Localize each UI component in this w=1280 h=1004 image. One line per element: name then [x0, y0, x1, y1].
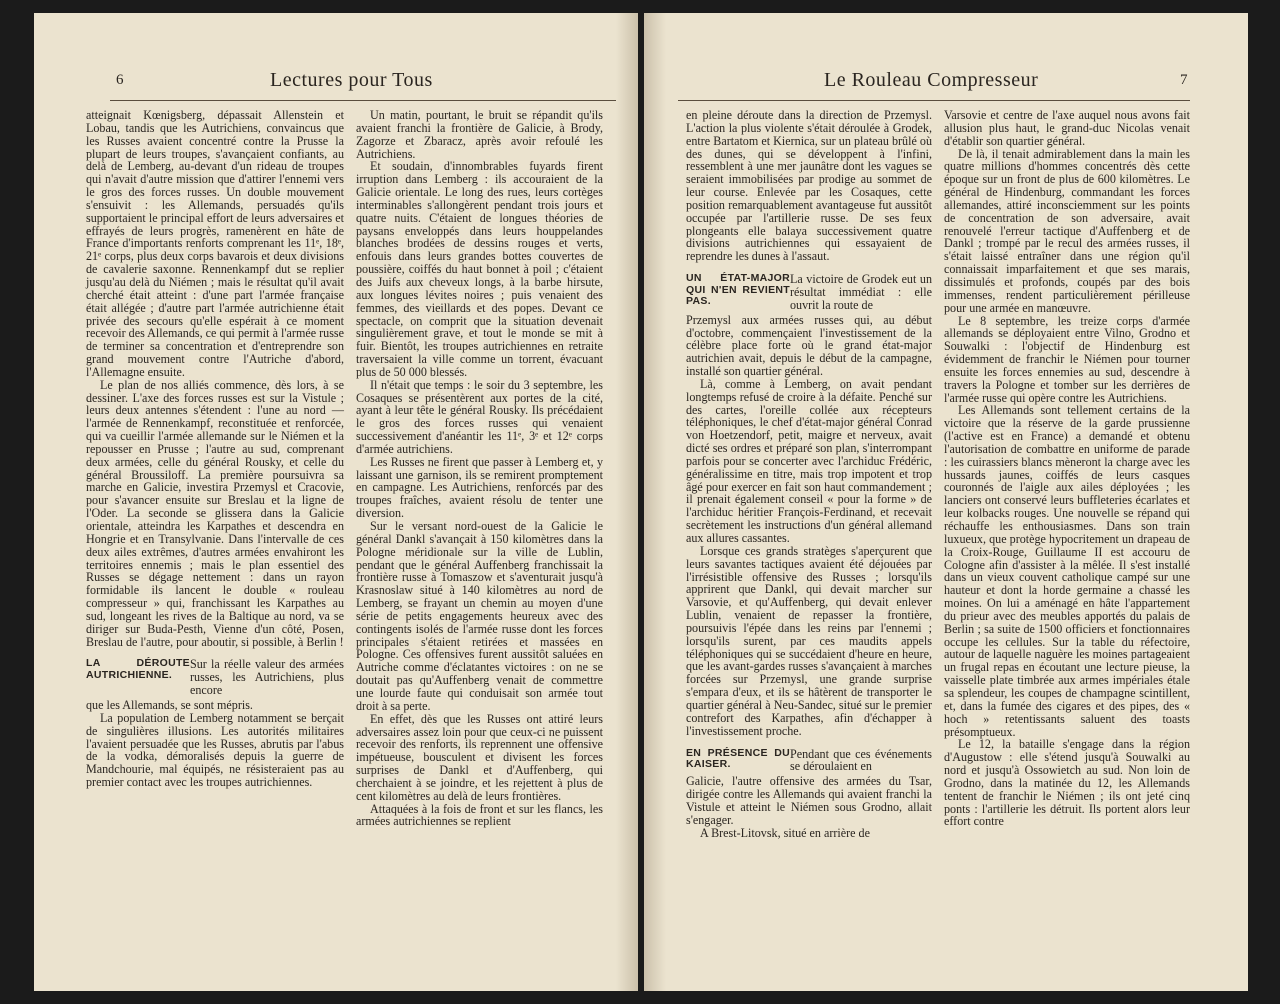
page-number: 7 — [1180, 72, 1188, 88]
section-subhead: UN ÉTAT-MAJOR QUI N'EN REVIENT PAS. — [686, 272, 790, 308]
paragraph: Attaquées à la fois de front et sur les flancs, les armées autrichiennes se replient — [356, 801, 603, 829]
paragraph: Les Russes ne firent que passer à Lemberg et, y laissant une garnison, ils se remirent promptement en campagne. Les Autrichiens, renforcés par des troupes fraîches, avaient résolu de tenter une diversion. — [356, 454, 603, 521]
section-subhead-block — [86, 658, 344, 697]
gutter-shadow — [644, 13, 666, 991]
text-column-1 — [686, 109, 932, 839]
paragraph: A Brest-Litovsk, situé en arrière de — [700, 825, 870, 840]
paragraph: La population de Lemberg notamment se berçait de singulières illusions. Les autorités militaires l'avaient persuadée que les Russes, abrutis par l'abus de la vodka, démoralisés depuis la guerre de Mandchourie, mal équipés, ne résisteraient pas au premier contact avec les troupes autrichiennes. — [86, 710, 344, 790]
subhead-run-in-text: Pendant que ces événements se déroulaient en — [790, 746, 932, 774]
paragraph: En effet, dès que les Russes ont attiré leurs adversaires assez loin pour que ceux-ci ne puissent recevoir des renforts, ils reprennent une offensive impétueuse, bousculent et divisent les forces surprises de Dankl et d'Auffenberg, qui cherchaient à se joindre, et les rejettent à plus de cent kilomètres au delà de leurs frontières. — [356, 711, 603, 803]
running-title: Lectures pour Tous — [270, 69, 433, 91]
text-column-1 — [86, 109, 344, 789]
section-subhead-block — [686, 748, 932, 774]
paragraph: Le plan de nos alliés commence, dès lors, à se dessiner. L'axe des forces russes est sur la Vistule ; leurs deux antennes s'étendent : l'une au nord — l'armée de Rennenkampf, reconstituée et renforcée, qui va cueillir l'armée allemande sur le Niémen et la repousser en Prusse ; l'autre au sud, comprenant deux armées, celle du général Rousky, et celle du général Broussiloff. La première poursuivra sa marche en Galicie, investira Przemysl et Cracovie, pour s'avancer ensuite sur Breslau et la ligne de l'Oder. La seconde se glissera dans la Galicie orientale, atteindra les Karpathes et descendra en Hongrie et en Transylvanie. Dans l'intervalle de ces deux ailes extrêmes, d'autres armées envahiront les territoires ennemis ; mais le plan essentiel des Russes se dégage nettement : dans un rayon formidable ils lancent le double « rouleau compresseur » qui, franchissant les Karpathes au sud, longeant les rives de la Baltique au nord, va se diriger sur Buda-Pesth, Vienne d'un côté, Posen, Breslau de l'autre, pour aboutir, si possible, à Berlin ! — [86, 377, 344, 649]
running-title: Le Rouleau Compresseur — [824, 69, 1039, 91]
paragraph: Sur le versant nord-ouest de la Galicie le général Dankl s'avançait à 150 kilomètres dans la Pologne méridionale sur la ville de Lublin, pendant que le général Auffenberg franchissait la frontière russe à Tomaszow et s'aventurait jusqu'à Krasnoslaw situé à 140 kilomètres au nord de Lemberg, se frayant un chemin au moyen d'une série de petits engagements heureux avec des contingents isolés de l'armée russe dont les forces principales s'étaient retirées et massées en Pologne. Ces offensives furent aussitôt saluées en Autriche comme d'éclatantes victoires : on ne se doutait pas qu'Auffenberg venait de commettre une lourde faute qui conduisait son armée tout droit à sa perte. — [356, 519, 603, 713]
gutter-shadow — [616, 13, 638, 991]
section-subhead: EN PRÉSENCE DU KAISER. — [686, 746, 790, 770]
text-column-2 — [356, 109, 603, 828]
paragraph: De là, il tenait admirablement dans la main les quatre millions d'hommes concentrés dès cette époque sur un front de plus de 600 kilomètres. Le général de Hindenburg, commandant les forces allemandes, attiré inconsciemment sur les points de concentration de son adversaire, avait renouvelé l'erreur tactique d'Auffenberg et de Dankl ; trompé par le recul des armées russes, il s'était laissé entraîner dans une région qu'il connaissait imparfaitement et que ses marais, dissimulés et profonds, coupés par des bois immenses, rendent particulièrement périlleuse pour une armée en manœuvre. — [944, 146, 1190, 315]
page-header — [644, 69, 1248, 99]
paragraph: atteignait Kœnigsberg, dépassait Allenstein et Lobau, tandis que les Autrichiens, convaincus que les Russes avaient concentré contre la Prusse la plupart de leurs troupes, s'avançaient confiants, au delà de Lemberg, au-devant d'un rideau de troupes qui n'avait d'autre mission que d'attirer l'ennemi vers le gros des forces russes. Un double mouvement s'ensuivit : les Allemands, persuadés qu'ils supportaient le principal effort de leurs adversaires et effrayés de leurs progrès, ramenèrent en hâte de France d'importants renforts comprenant les 11ᵉ, 18ᵉ, 21ᵉ corps, plus deux corps bavarois et deux divisions de cavalerie saxonne. Rennenkampf dut se replier jusqu'au delà du Niémen ; mais le résultat qu'il avait cherché était atteint : d'une part l'armée française était allégée ; d'autre part l'armée autrichienne était privée des secours qu'elle espérait à ce moment recevoir des Allemands, ce qui permit à l'armée russe de terminer sa concentration et d'entreprendre son grand mouvement contre l'Autriche d'abord, l'Allemagne ensuite. — [86, 108, 344, 379]
subhead-run-in-text: Sur la réelle valeur des armées russes, les Autrichiens, plus encore — [190, 657, 344, 698]
header-rule — [110, 100, 616, 101]
section-subhead-block — [686, 273, 932, 312]
paragraph: Lorsque ces grands stratèges s'aperçurent que leurs savantes tactiques avaient été déjouées par l'irrésistible offensive des Russes ; lorsqu'ils apprirent que Dankl, qui devait marcher sur Varsovie, et qu'Auffenberg, qui devait enlever Lublin, venaient de repasser la frontière, poursuivis l'épée dans les reins par l'ennemi ; lorsqu'ils surent, par ces maudits appels téléphoniques qui se succédaient d'heure en heure, que les avant-gardes russes s'avançaient à marches forcées sur Przemysl, une grande surprise s'empara d'eux, et ils se hâtèrent de transporter le quartier général à Neu-Sandec, situé sur le premier contrefort des Karpathes, afin d'échapper à l'investissement proche. — [686, 543, 932, 738]
paragraph: que les Allemands, se sont mépris. — [86, 697, 253, 712]
paragraph: Varsovie et centre de l'axe auquel nous avons fait allusion plus haut, le grand-duc Nicolas venait d'établir son quartier général. — [944, 108, 1190, 148]
text-column-2 — [944, 109, 1190, 828]
paragraph: Là, comme à Lemberg, on avait pendant longtemps refusé de croire à la défaite. Penché sur des cartes, l'oreille collée aux récepteurs téléphoniques, le chef d'état-major général Conrad von Hoetzendorf, petit, maigre et nerveux, avait dicté ses ordres et préparé son plan, s'interrompant parfois pour se concerter avec l'archiduc Frédéric, généralissime en titre, mais trop impotent et trop âgé pour exercer en fait son haut commandement ; il prenait également conseil « pour la forme » de l'archiduc héritier François-Ferdinand, et recevait secrètement les instructions d'un général allemand aux allures cassantes. — [686, 376, 932, 545]
paragraph: Un matin, pourtant, le bruit se répandit qu'ils avaient franchi la frontière de Galicie, à Brody, Zagorze et Zbaracz, après avoir refoulé les Autrichiens. — [356, 108, 603, 161]
paragraph: Przemysl aux armées russes qui, au début d'octobre, commençaient l'investissement de la célèbre place forte où le grand état-major autrichien avait, depuis le début de la campagne, installé son quartier général. — [686, 312, 932, 379]
section-subhead: LA DÉROUTE AUTRICHIENNE. — [86, 657, 190, 681]
page-number: 6 — [116, 72, 124, 88]
paragraph: en pleine déroute dans la direction de Przemysl. L'action la plus violente s'était déroulée à Grodek, entre Bartatom et Kiernica, sur un plateau brûlé où des dunes, qui se développent à l'infini, ressemblent à une mer jaunâtre dont les vagues se seraient immobilisées par prodige au sommet de leur course. Enlevée par les Cosaques, cette position remarquablement avantageuse fut aussitôt occupée par l'artillerie russe. De ses feux plongeants elle balaya successivement quatre divisions autrichiennes qui essayaient de reprendre les dunes à l'assaut. — [686, 108, 932, 264]
right-page — [644, 13, 1248, 991]
paragraph: Le 12, la bataille s'engage dans la région d'Augustow : elle s'étend jusqu'à Souwalki au nord et jusqu'à Ossowietch au sud. Non loin de Grodno, dans la matinée du 12, les Allemands tentent de franchir le Niémen ; ils ont jeté cinq ponts : l'artillerie les détruit. Ils portent alors leur effort contre — [944, 737, 1190, 829]
subhead-run-in-text: La victoire de Grodek eut un résultat immédiat : elle ouvrit la route de — [790, 272, 932, 312]
paragraph: Il n'était que temps : le soir du 3 septembre, les Cosaques se présentèrent aux portes de la cité, ayant à leur tête le général Rousky. Ils précédaient le gros des forces russes qui venaient successivement d'anéantir les 11ᵉ, 3ᵉ et 12ᵉ corps d'armée autrichiens. — [356, 377, 603, 456]
paragraph: Et soudain, d'innombrables fuyards firent irruption dans Lemberg : ils accouraient de la Galicie orientale. Le long des rues, leurs cortèges interminables s'allongèrent pendant trois jours et quatre nuits. C'étaient de longues théories de paysans enveloppés dans leurs houppelandes blanches brodées de dessins rouges et verts, enfouis dans leurs grandes bottes couvertes de poussière, coiffés du haut bonnet à poil ; c'étaient des Juifs aux cheveux longs, à la barbe hirsute, aux longues lévites noires ; puis venaient des femmes, des vieillards et des popes. Devant ce spectacle, on comprit que la situation devenait singulièrement grave, et tout le monde se mit à fuir. Bientôt, les troupes autrichiennes en retraite traversaient la ville comme un torrent, évacuant plus de 50 000 blessés. — [356, 159, 603, 379]
paragraph: Galicie, l'autre offensive des armées du Tsar, dirigée contre les Allemands qui avaient franchi la Vistule et atteint le Niémen sous Grodno, allait s'engager. — [686, 774, 932, 827]
header-rule — [678, 100, 1190, 101]
paragraph: Les Allemands sont tellement certains de la victoire que la réserve de la garde prussienne (l'active est en France) a demandé et obtenu l'autorisation de combattre en uniforme de parade : les cuirassiers blancs mèneront la charge avec les hussards jaunes, coiffés de leurs casques couronnés de l'aigle aux ailes déployées ; les lanciers ont conservé leurs buffleteries écarlates et leur kolbacks rouges. Une nouvelle se répand qui réchauffe les enthousiasmes. Dans son train luxueux, que protège hypocritement un drapeau de la Croix-Rouge, Guillaume II est accouru de Cologne afin d'assister à la mêlée. Il s'est installé dans un vieux couvent catholique campé sur une hauteur et dont la horde germaine a chassé les moines. On lui a aménagé en hâte l'appartement du prieur avec des meubles apportés du palais de Berlin ; sa suite de 1500 officiers et fonctionnaires occupe les cellules. Sur la table du réfectoire, autour de laquelle naguère les moines partageaient un frugal repas en écoutant une lecture pieuse, la vaisselle plate timbrée aux armes impériales étale sa splendeur, les coupes de champagne scintillent, et, dans la fumée des cigares et des pipes, des « hoch » retentissants saluent des toasts présomptueux. — [944, 403, 1190, 739]
left-page — [34, 13, 638, 991]
page-header — [34, 69, 638, 99]
paragraph: Le 8 septembre, les treize corps d'armée allemands se déployaient entre Vilno, Grodno et Souwalki : l'objectif de Hindenburg est évidemment de franchir le Niémen pour tourner ensuite les forces ennemies au sud, descendre à travers la Pologne et tomber sur les derrières de l'armée russe qui opère contre les Autrichiens. — [944, 313, 1190, 405]
